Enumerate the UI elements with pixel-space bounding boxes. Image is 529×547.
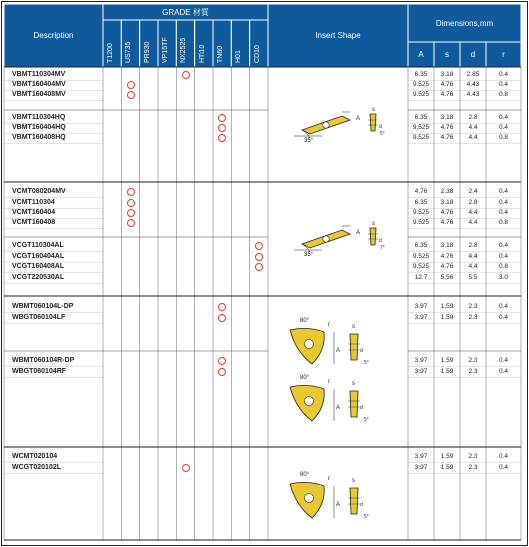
insert-code: WBGT060104RF [12, 368, 67, 375]
svg-text:s: s [352, 381, 355, 387]
insert-code: VCGT160404AL [12, 253, 65, 260]
grade-label-us735: US735 [125, 41, 133, 63]
grade-label-hti10: HTi10 [198, 44, 206, 63]
insert-code: VCMT080204MV [12, 188, 66, 195]
svg-text:5°: 5° [380, 131, 385, 137]
dimension-value: 3.97 [414, 453, 428, 460]
dimensions-header: Dimensions,mm [435, 18, 494, 28]
dimension-value: 6.35 [414, 242, 428, 249]
dimension-value: 3.0 [498, 274, 509, 281]
dimension-value: 1.59 [440, 314, 454, 321]
grade-available-marker [182, 464, 190, 472]
insert-code: VBMT160404HQ [12, 124, 66, 131]
insert-code: VBMT160404MV [12, 81, 66, 88]
dimension-value: 0.4 [498, 368, 509, 375]
dimension-value: 0.8 [498, 134, 509, 141]
dimension-col-r: r [502, 50, 505, 59]
grade-available-marker [127, 188, 135, 196]
insert-code: VBMT110304MV [12, 71, 66, 78]
dimension-value: 4.43 [466, 91, 480, 98]
insert-code: VCMT160408 [12, 219, 56, 226]
dimension-value: 4.43 [466, 81, 480, 88]
svg-text:5°: 5° [364, 514, 369, 520]
dimension-value: 9.525 [412, 263, 430, 270]
insert-code: WCGT020102L [12, 464, 62, 471]
dimension-value: 2.8 [468, 199, 478, 206]
dimension-value: 1.59 [440, 453, 454, 460]
dimension-value: 3.97 [414, 303, 428, 310]
svg-text:35°: 35° [304, 252, 314, 258]
grade-label-vp15tf: VP15TF [162, 37, 169, 63]
dimension-value: 0.4 [498, 199, 509, 206]
grade-available-marker [218, 314, 226, 322]
svg-text:d: d [379, 124, 382, 130]
dimension-value: 4.4 [468, 134, 478, 141]
trigon-insert-diagram [290, 472, 369, 520]
dimension-value: 9.525 [412, 81, 430, 88]
insert-code: VCGT160408AL [12, 263, 65, 270]
dimension-value: 3.97 [414, 368, 428, 375]
insert-code: VCMT110304 [12, 199, 55, 206]
grade-label-pr930: PR930 [143, 41, 151, 63]
svg-text:A: A [336, 405, 341, 411]
dimension-value: 9.525 [412, 124, 430, 131]
svg-text:80°: 80° [300, 472, 310, 478]
svg-text:35°: 35° [304, 138, 314, 144]
dimension-value: 4.76 [440, 91, 454, 98]
svg-text:5°: 5° [364, 360, 369, 366]
insert-code: VBMT160408HQ [12, 134, 66, 141]
insert-code: VBMT160408MV [12, 91, 66, 98]
grade-available-marker [218, 114, 226, 122]
svg-text:s: s [352, 324, 355, 330]
dimension-value: 6.35 [414, 114, 428, 121]
dimension-value: 2.3 [468, 453, 478, 460]
dimension-value: 9.525 [412, 134, 430, 141]
description-header: Description [33, 31, 74, 40]
dimension-col-s: s [445, 50, 449, 59]
svg-text:s: s [372, 221, 375, 227]
dimension-value: 2.38 [440, 188, 454, 195]
dimension-value: 4.76 [440, 134, 454, 141]
svg-text:80°: 80° [300, 318, 310, 324]
svg-text:80°: 80° [300, 375, 310, 381]
grade-available-marker [127, 219, 135, 227]
dimension-value: 0.4 [498, 253, 509, 260]
svg-text:A: A [356, 230, 361, 236]
grade-available-marker [127, 91, 135, 99]
dimension-value: 4.4 [468, 124, 478, 131]
dimension-value: 9.525 [412, 91, 430, 98]
dimension-value: 3.18 [440, 114, 454, 121]
grade-available-marker [255, 242, 263, 250]
dimension-value: 0.4 [498, 357, 509, 364]
dimension-col-d: d [470, 50, 476, 59]
dimension-value: 0.4 [498, 114, 509, 121]
grade-available-marker [127, 199, 135, 207]
dimension-value: 4.76 [440, 209, 454, 216]
grade-label-cd10: CD10 [253, 45, 261, 63]
grade-header: GRADE 材質 [162, 7, 209, 17]
insert-code: WBMT060104R-DP [12, 357, 75, 364]
dimension-value: 3.97 [414, 464, 428, 471]
svg-text:d: d [360, 405, 363, 411]
svg-text:r: r [328, 322, 330, 328]
grade-available-marker [218, 134, 226, 142]
svg-text:s: s [372, 107, 375, 113]
dimension-value: 4.76 [414, 188, 428, 195]
svg-text:r: r [328, 476, 330, 482]
grade-available-marker [218, 124, 226, 132]
rhombic-insert-diagram [294, 221, 385, 258]
dimension-value: 4.4 [468, 209, 478, 216]
dimension-value: 1.59 [440, 368, 454, 375]
svg-text:s: s [352, 478, 355, 484]
dimension-value: 3.18 [440, 71, 454, 78]
insert-code: VCGT110304AL [12, 242, 64, 249]
grade-available-marker [127, 81, 135, 89]
svg-text:A: A [336, 348, 341, 354]
dimension-value: 2.3 [468, 368, 478, 375]
dimension-value: 2.3 [468, 303, 478, 310]
insert-code: WBGT060104LF [12, 314, 66, 321]
svg-text:d: d [360, 502, 363, 508]
dimension-value: 4.4 [468, 253, 478, 260]
svg-text:d: d [360, 348, 363, 354]
grade-label-t1200: T1200 [107, 43, 114, 63]
dimension-value: 3.97 [414, 357, 428, 364]
dimension-value: 6.35 [414, 71, 428, 78]
dimension-value: 3.18 [440, 199, 454, 206]
dimension-value: 0.4 [498, 124, 509, 131]
dimension-value: 1.59 [440, 303, 454, 310]
dimension-value: 9.525 [412, 219, 430, 226]
svg-text:d: d [379, 238, 382, 244]
dimension-value: 2.8 [468, 242, 478, 249]
dimension-value: 0.8 [498, 263, 509, 270]
dimension-value: 0.4 [498, 71, 509, 78]
dimension-value: 2.85 [466, 71, 480, 78]
grade-label-tn60: TN60 [217, 45, 224, 63]
dimension-value: 0.4 [498, 188, 509, 195]
dimension-value: 0.4 [498, 303, 509, 310]
svg-text:A: A [356, 116, 361, 122]
insert-code: WBMT060104L-DP [12, 303, 74, 310]
dimension-value: 3.18 [440, 242, 454, 249]
dimension-value: 0.8 [498, 219, 509, 226]
dimension-value: 2.3 [468, 464, 478, 471]
trigon-insert-diagram [290, 318, 369, 366]
grade-label-h01: H01 [235, 50, 243, 63]
grade-available-marker [218, 368, 226, 376]
dimension-value: 4.76 [440, 263, 454, 270]
grade-label-nx2525: NX2525 [180, 37, 188, 63]
dimension-value: 4.76 [440, 219, 454, 226]
insert-code: VCMT160404 [12, 209, 56, 216]
dimension-value: 0.8 [498, 91, 509, 98]
dimension-value: 1.59 [440, 357, 454, 364]
dimension-value: 0.4 [498, 314, 509, 321]
dimension-value: 2.3 [468, 314, 478, 321]
svg-text:5°: 5° [364, 417, 369, 423]
trigon-insert-diagram [290, 375, 369, 423]
grade-available-marker [218, 357, 226, 365]
dimension-value: 0.4 [498, 209, 509, 216]
dimension-value: 0.4 [498, 242, 509, 249]
svg-text:r: r [328, 379, 330, 385]
insert-shape-header: Insert Shape [315, 31, 361, 40]
dimension-value: 5.56 [440, 274, 454, 281]
dimension-value: 0.4 [498, 464, 509, 471]
dimension-value: 0.4 [498, 453, 509, 460]
rhombic-insert-diagram [294, 107, 385, 144]
dimension-value: 4.4 [468, 263, 478, 270]
dimension-value: 2.3 [468, 357, 478, 364]
dimension-value: 2.8 [468, 114, 478, 121]
dimension-value: 4.76 [440, 124, 454, 131]
grade-available-marker [127, 209, 135, 217]
dimension-value: 0.4 [498, 81, 509, 88]
dimension-value: 12.7 [414, 274, 428, 281]
dimension-value: 2.4 [468, 188, 478, 195]
svg-text:A: A [336, 502, 341, 508]
insert-code: VCGT220530AL [12, 274, 65, 281]
svg-text:7°: 7° [380, 245, 385, 251]
insert-code: WCMT020104 [12, 453, 58, 460]
grade-available-marker [255, 253, 263, 261]
dimension-value: 4.76 [440, 253, 454, 260]
dimension-value: 9.525 [412, 209, 430, 216]
dimension-value: 5.5 [468, 274, 478, 281]
grade-available-marker [182, 71, 190, 79]
insert-code: VBMT110304HQ [12, 114, 66, 121]
dimension-value: 3.97 [414, 314, 428, 321]
dimension-value: 6.35 [414, 199, 428, 206]
grade-available-marker [255, 263, 263, 271]
dimension-value: 4.76 [440, 81, 454, 88]
dimension-col-a: A [418, 50, 424, 59]
dimension-value: 4.4 [468, 219, 478, 226]
grade-available-marker [218, 303, 226, 311]
dimension-value: 9.525 [412, 253, 430, 260]
dimension-value: 1.59 [440, 464, 454, 471]
